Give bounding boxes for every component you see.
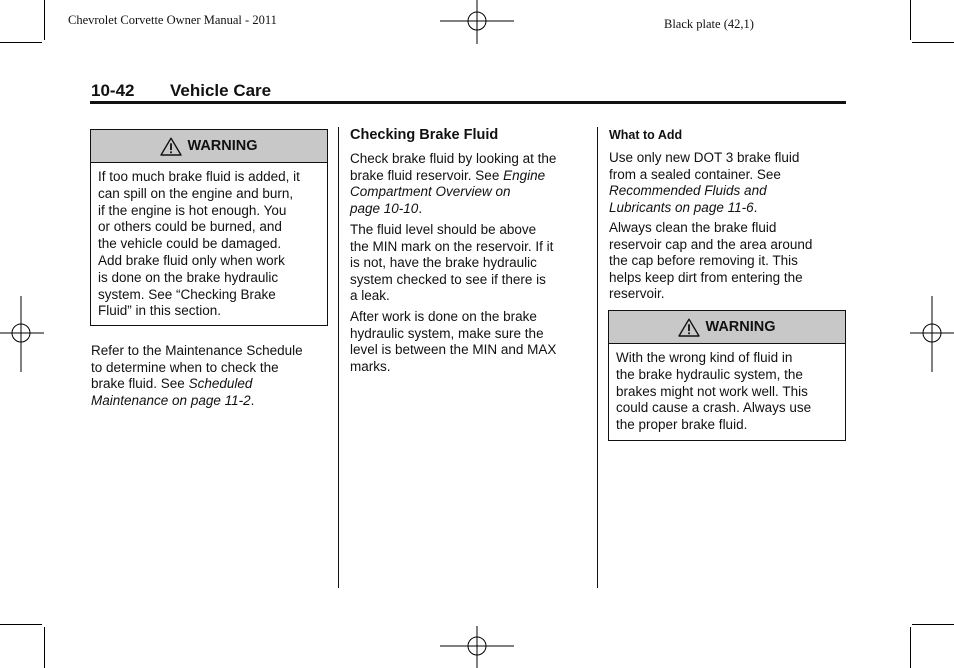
warning-line: can spill on the engine and burn, [98, 185, 294, 201]
text-line [91, 393, 303, 410]
warning-label: WARNING [187, 138, 258, 154]
text-line: reservoir cap and the area around [609, 236, 813, 252]
text-line: reservoir. [609, 286, 665, 301]
text-line: The fluid level should be above [350, 222, 537, 237]
registration-mark-icon [0, 296, 44, 372]
warning-header [91, 130, 327, 163]
text-span: brake fluid. See [91, 376, 189, 391]
text-line [350, 201, 556, 218]
print-header-plate: Black plate (42,1) [664, 17, 754, 31]
crop-mark [910, 627, 911, 668]
text-line: a leak. [350, 288, 390, 303]
text-line [350, 184, 556, 201]
print-header-title: Chevrolet Corvette Owner Manual - 2011 [68, 13, 277, 27]
warning-line: system. See “Checking Brake [98, 286, 276, 302]
crop-mark [0, 624, 42, 625]
registration-mark-icon [440, 0, 514, 44]
warning-line: Fluid” in this section. [98, 303, 222, 319]
text-line: level is between the MIN and MAX [350, 342, 557, 357]
warning-line: or others could be burned, and [98, 219, 282, 235]
registration-mark-icon [910, 296, 954, 372]
text-span: . [753, 199, 758, 215]
warning-label: WARNING [705, 319, 776, 335]
section-title: Vehicle Care [170, 81, 272, 100]
after-work-paragraph [350, 309, 556, 375]
warning-line: brakes might not work well. This [616, 383, 808, 399]
warning-box [90, 129, 328, 326]
text-line: the cap before removing it. This [609, 253, 798, 268]
warning-body [91, 163, 327, 325]
warning-line: is done on the brake hydraulic [98, 269, 279, 285]
cross-reference-link[interactable]: Lubricants on page 11-6 [609, 199, 754, 215]
warning-line: if the engine is hot enough. You [98, 202, 287, 218]
registration-mark-icon [440, 626, 514, 668]
text-line: Use only new DOT 3 brake fluid [609, 150, 800, 165]
crop-mark [0, 42, 42, 43]
column-divider [338, 127, 339, 588]
crop-mark [910, 0, 911, 40]
cross-reference-link[interactable]: Maintenance on page 11-2 [91, 392, 251, 408]
clean-cap-paragraph [609, 220, 812, 303]
warning-line: could cause a crash. Always use [616, 400, 812, 416]
heading-what-to-add: What to Add [609, 128, 683, 142]
text-span: . [418, 200, 423, 216]
warning-triangle-icon [160, 137, 182, 156]
warning-line: the vehicle could be damaged. [98, 236, 282, 252]
check-paragraph [350, 151, 556, 217]
text-line: helps keep dirt from entering the [609, 269, 803, 285]
warning-body [609, 344, 845, 439]
text-line: system checked to see if there is [350, 271, 546, 287]
section-number: 10-42 [91, 81, 135, 100]
warning-line: Add brake fluid only when work [98, 252, 285, 268]
cross-reference-link[interactable]: Scheduled [188, 376, 253, 391]
crop-mark [44, 0, 45, 40]
text-line: hydraulic system, make sure the [350, 325, 544, 341]
warning-triangle-icon [678, 318, 700, 337]
cross-reference-link[interactable]: Recommended Fluids and [609, 183, 767, 198]
section-rule [90, 101, 846, 104]
text-line: Check brake fluid by looking at the [350, 151, 557, 166]
text-line: Always clean the brake fluid [609, 220, 777, 235]
warning-line: the brake hydraulic system, the [616, 366, 803, 382]
heading-checking-brake-fluid: Checking Brake Fluid [350, 127, 499, 143]
text-line: Refer to the Maintenance Schedule [91, 343, 303, 358]
text-line: is not, have the brake hydraulic [350, 255, 537, 270]
text-span: . [250, 392, 255, 408]
warning-box [608, 310, 846, 441]
warning-line: the proper brake fluid. [616, 417, 748, 433]
text-line: After work is done on the brake [350, 309, 537, 324]
column-divider [597, 127, 598, 588]
crop-mark [44, 627, 45, 668]
warning-line: With the wrong kind of fluid in [616, 350, 793, 365]
cross-reference-link[interactable]: Engine [503, 167, 546, 183]
maintenance-paragraph [91, 343, 303, 409]
text-line [609, 183, 799, 200]
text-line [609, 200, 799, 217]
text-line [91, 376, 303, 393]
text-span: brake fluid reservoir. See [350, 167, 504, 183]
text-line: to determine when to check the [91, 359, 279, 375]
fluid-level-paragraph [350, 222, 553, 305]
cross-reference-link[interactable]: Compartment Overview on [350, 184, 511, 199]
text-line: from a sealed container. See [609, 166, 781, 182]
crop-mark [912, 42, 954, 43]
crop-mark [912, 624, 954, 625]
warning-line: If too much brake fluid is added, it [98, 169, 300, 184]
warning-header [609, 311, 845, 344]
text-line: the MIN mark on the reservoir. If it [350, 238, 554, 254]
dot3-paragraph [609, 150, 799, 216]
cross-reference-link[interactable]: page 10-10 [350, 200, 419, 216]
text-line: marks. [350, 358, 391, 374]
text-line [350, 168, 556, 185]
